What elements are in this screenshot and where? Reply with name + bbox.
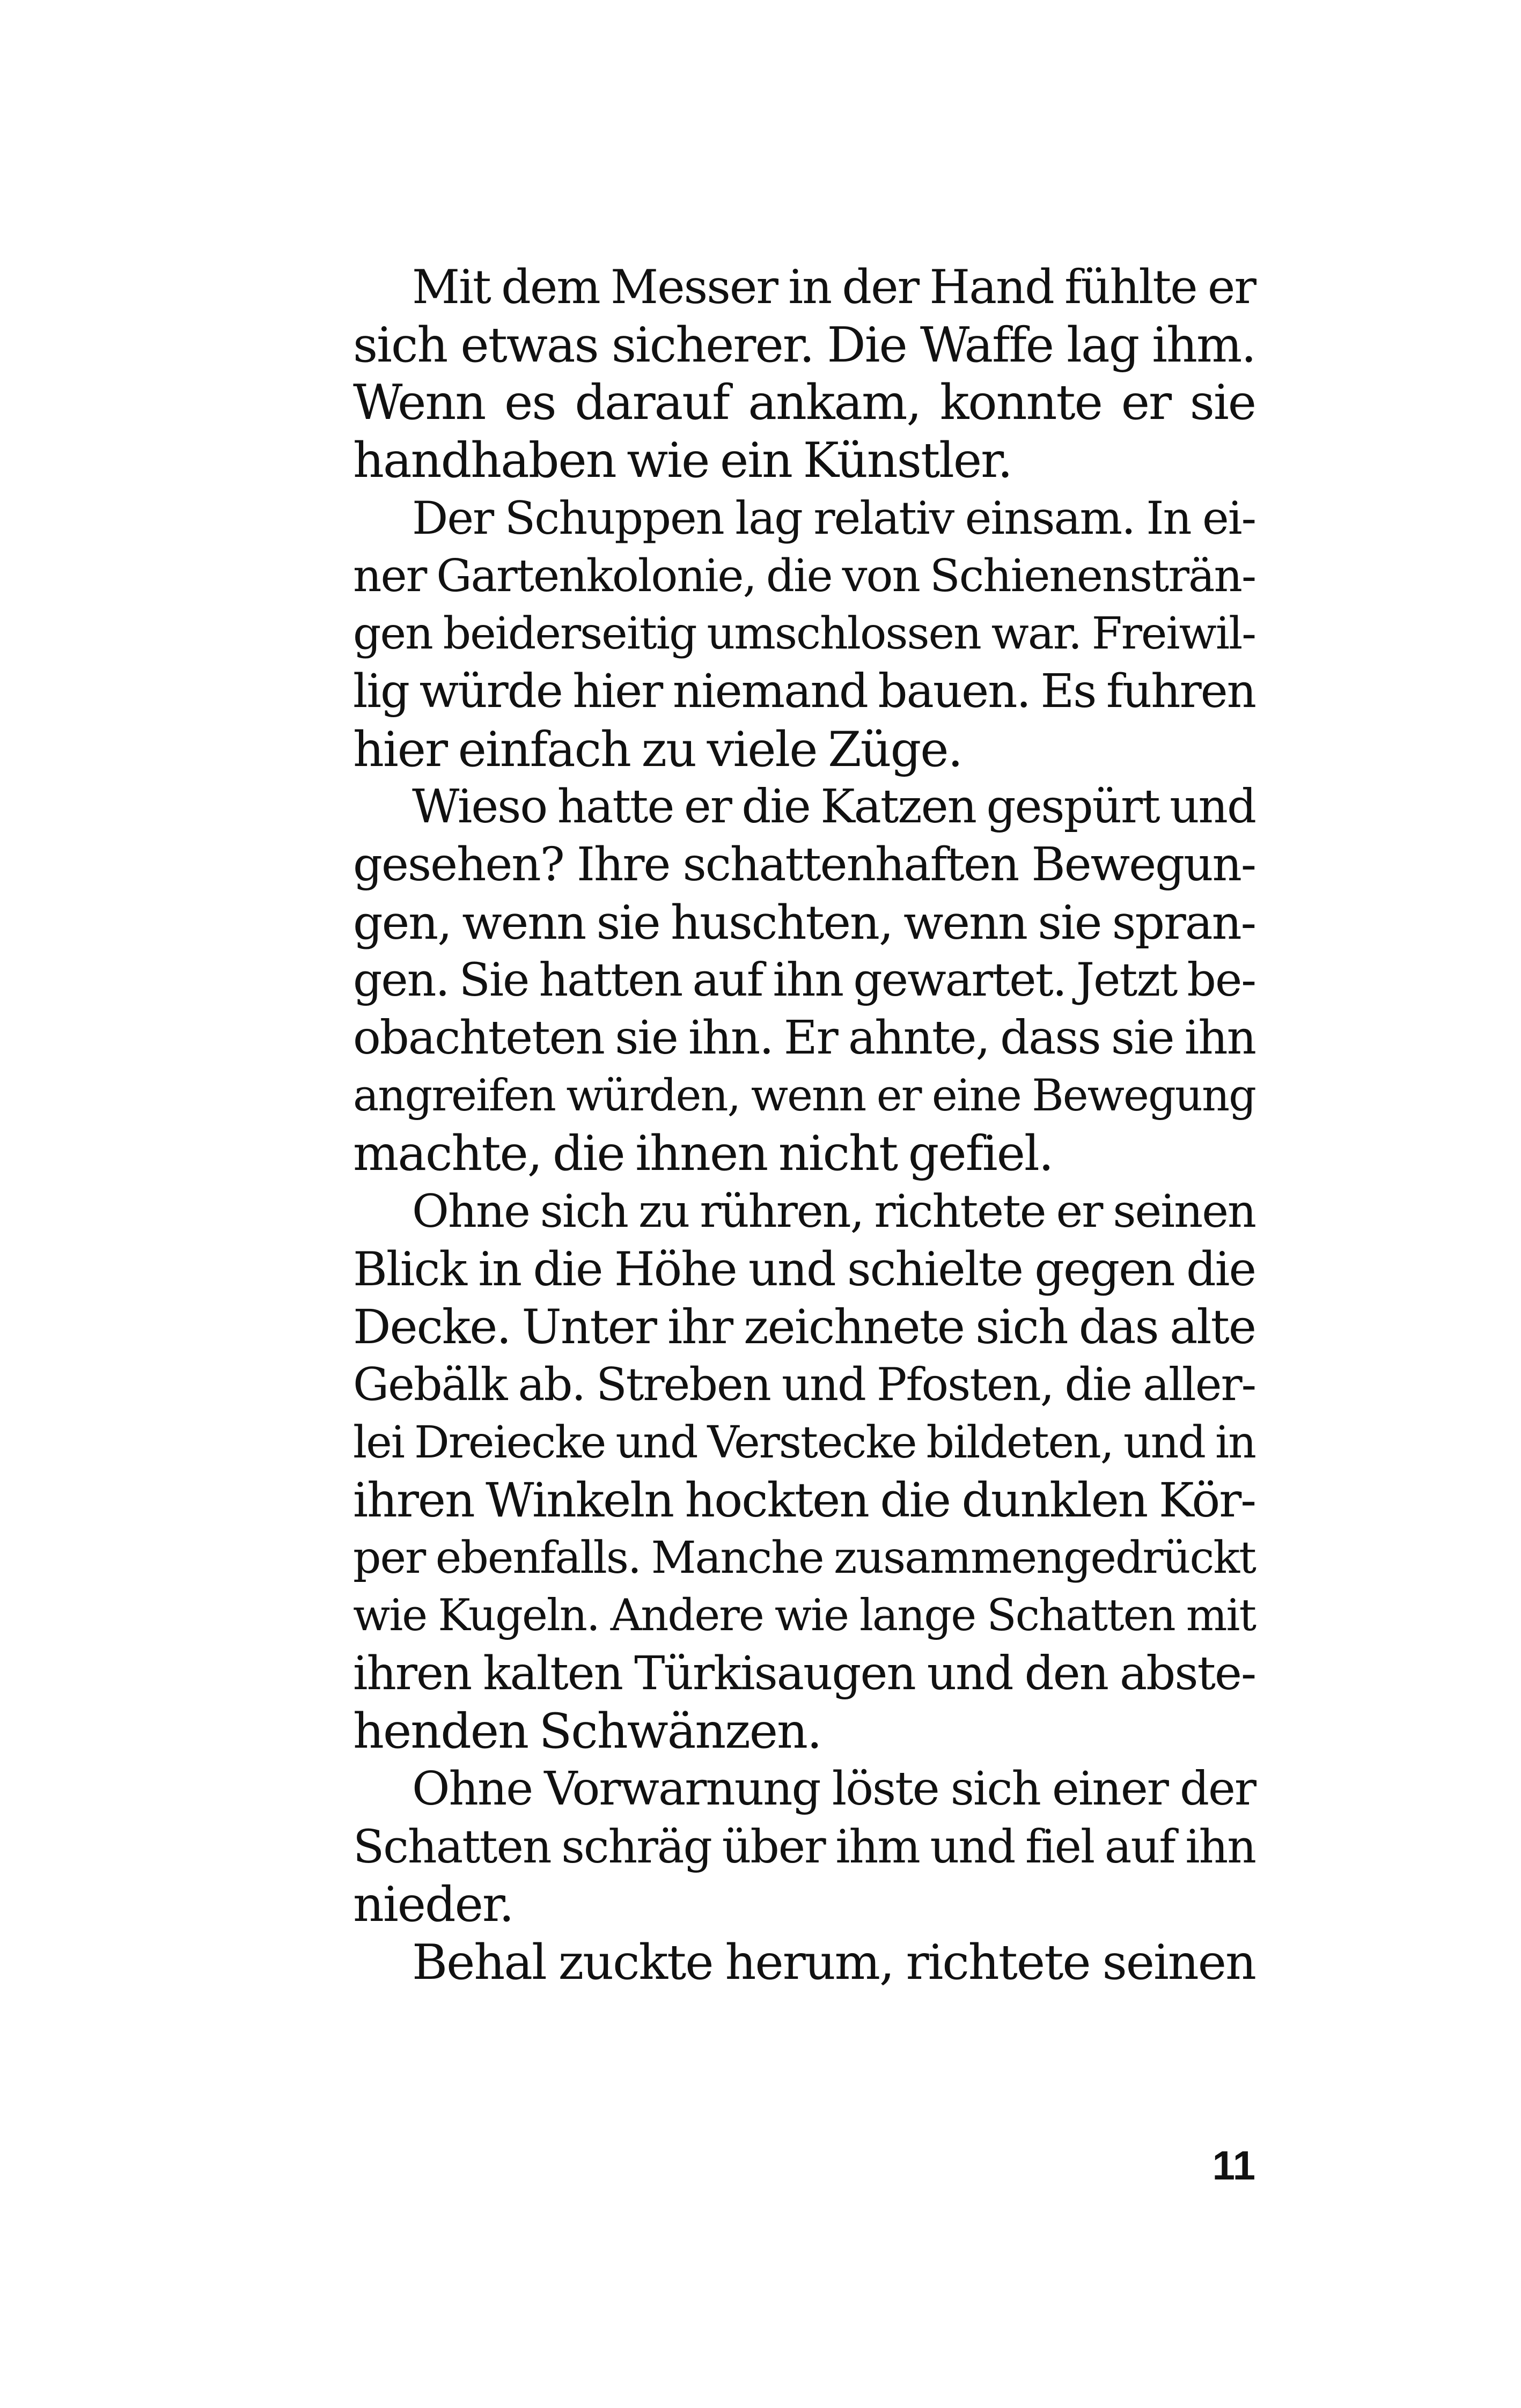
- text-line: Wieso hatte er die Katzen gespürt und: [412, 780, 1255, 834]
- text-line: Gebälk ab. Streben und Pfosten, die aller-: [353, 1358, 1255, 1411]
- text-line: Ohne Vorwarnung löste sich einer der: [412, 1762, 1255, 1816]
- paragraph: [353, 1761, 1255, 1934]
- text-line: henden Schwänzen.: [353, 1703, 821, 1760]
- text-line: handhaben wie ein Künstler.: [353, 432, 1012, 489]
- text-line: ner Gartenkolonie, die von Schienensträn-: [353, 550, 1255, 602]
- text-line: per ebenfalls. Manche zusammengedrückt: [353, 1533, 1255, 1584]
- paragraph: [353, 259, 1255, 490]
- paragraph: [353, 1934, 1255, 1992]
- text-line: ihren Winkeln hockten die dunklen Kör-: [353, 1472, 1255, 1528]
- text-line: nieder.: [353, 1876, 513, 1933]
- text-line: gen beiderseitig umschlossen war. Freiwil-: [353, 608, 1255, 660]
- text-line: machte, die ihnen nicht gefiel.: [353, 1125, 1053, 1182]
- text-line: Der Schuppen lag relativ einsam. In ei-: [412, 491, 1255, 544]
- text-line: lei Dreiecke und Verstecke bildeten, und in: [353, 1417, 1255, 1468]
- text-line: sich etwas sicherer. Die Waffe lag ihm.: [353, 316, 1255, 373]
- text-line: Mit dem Messer in der Hand fühlte er: [412, 260, 1255, 314]
- text-line: wie Kugeln. Andere wie lange Schatten mit: [353, 1590, 1255, 1641]
- page-number: 11: [1212, 2143, 1255, 2189]
- text-line: gesehen? Ihre schattenhaften Bewegun-: [353, 837, 1255, 892]
- body-text: [353, 259, 1255, 1992]
- text-line: lig würde hier niemand bauen. Es fuhren: [353, 664, 1255, 718]
- paragraph: [353, 1183, 1255, 1761]
- text-line: Ohne sich zu rühren, richtete er seinen: [412, 1185, 1255, 1238]
- text-line: Behal zuckte herum, richtete seinen: [412, 1934, 1255, 1991]
- paragraph: [353, 490, 1255, 778]
- text-line: gen, wenn sie huschten, wenn sie spran-: [353, 895, 1255, 950]
- text-line: Schatten schräg über ihm und fiel auf ihn: [353, 1820, 1255, 1874]
- text-line: obachteten sie ihn. Er ahnte, dass sie ihn: [353, 1011, 1255, 1065]
- text-line: hier einfach zu viele Züge.: [353, 721, 962, 778]
- paragraph: [353, 778, 1255, 1183]
- text-line: Blick in die Höhe und schielte gegen die: [353, 1241, 1255, 1297]
- text-line: Decke. Unter ihr zeichnete sich das alte: [353, 1299, 1255, 1355]
- text-line: angreifen würden, wenn er eine Bewegung: [353, 1070, 1255, 1121]
- text-line: ihren kalten Türkisaugen und den abste-: [353, 1646, 1255, 1700]
- text-line: gen. Sie hatten auf ihn gewartet. Jetzt be-: [353, 954, 1255, 1007]
- text-line: Wenn es darauf ankam, konnte er sie: [353, 374, 1255, 431]
